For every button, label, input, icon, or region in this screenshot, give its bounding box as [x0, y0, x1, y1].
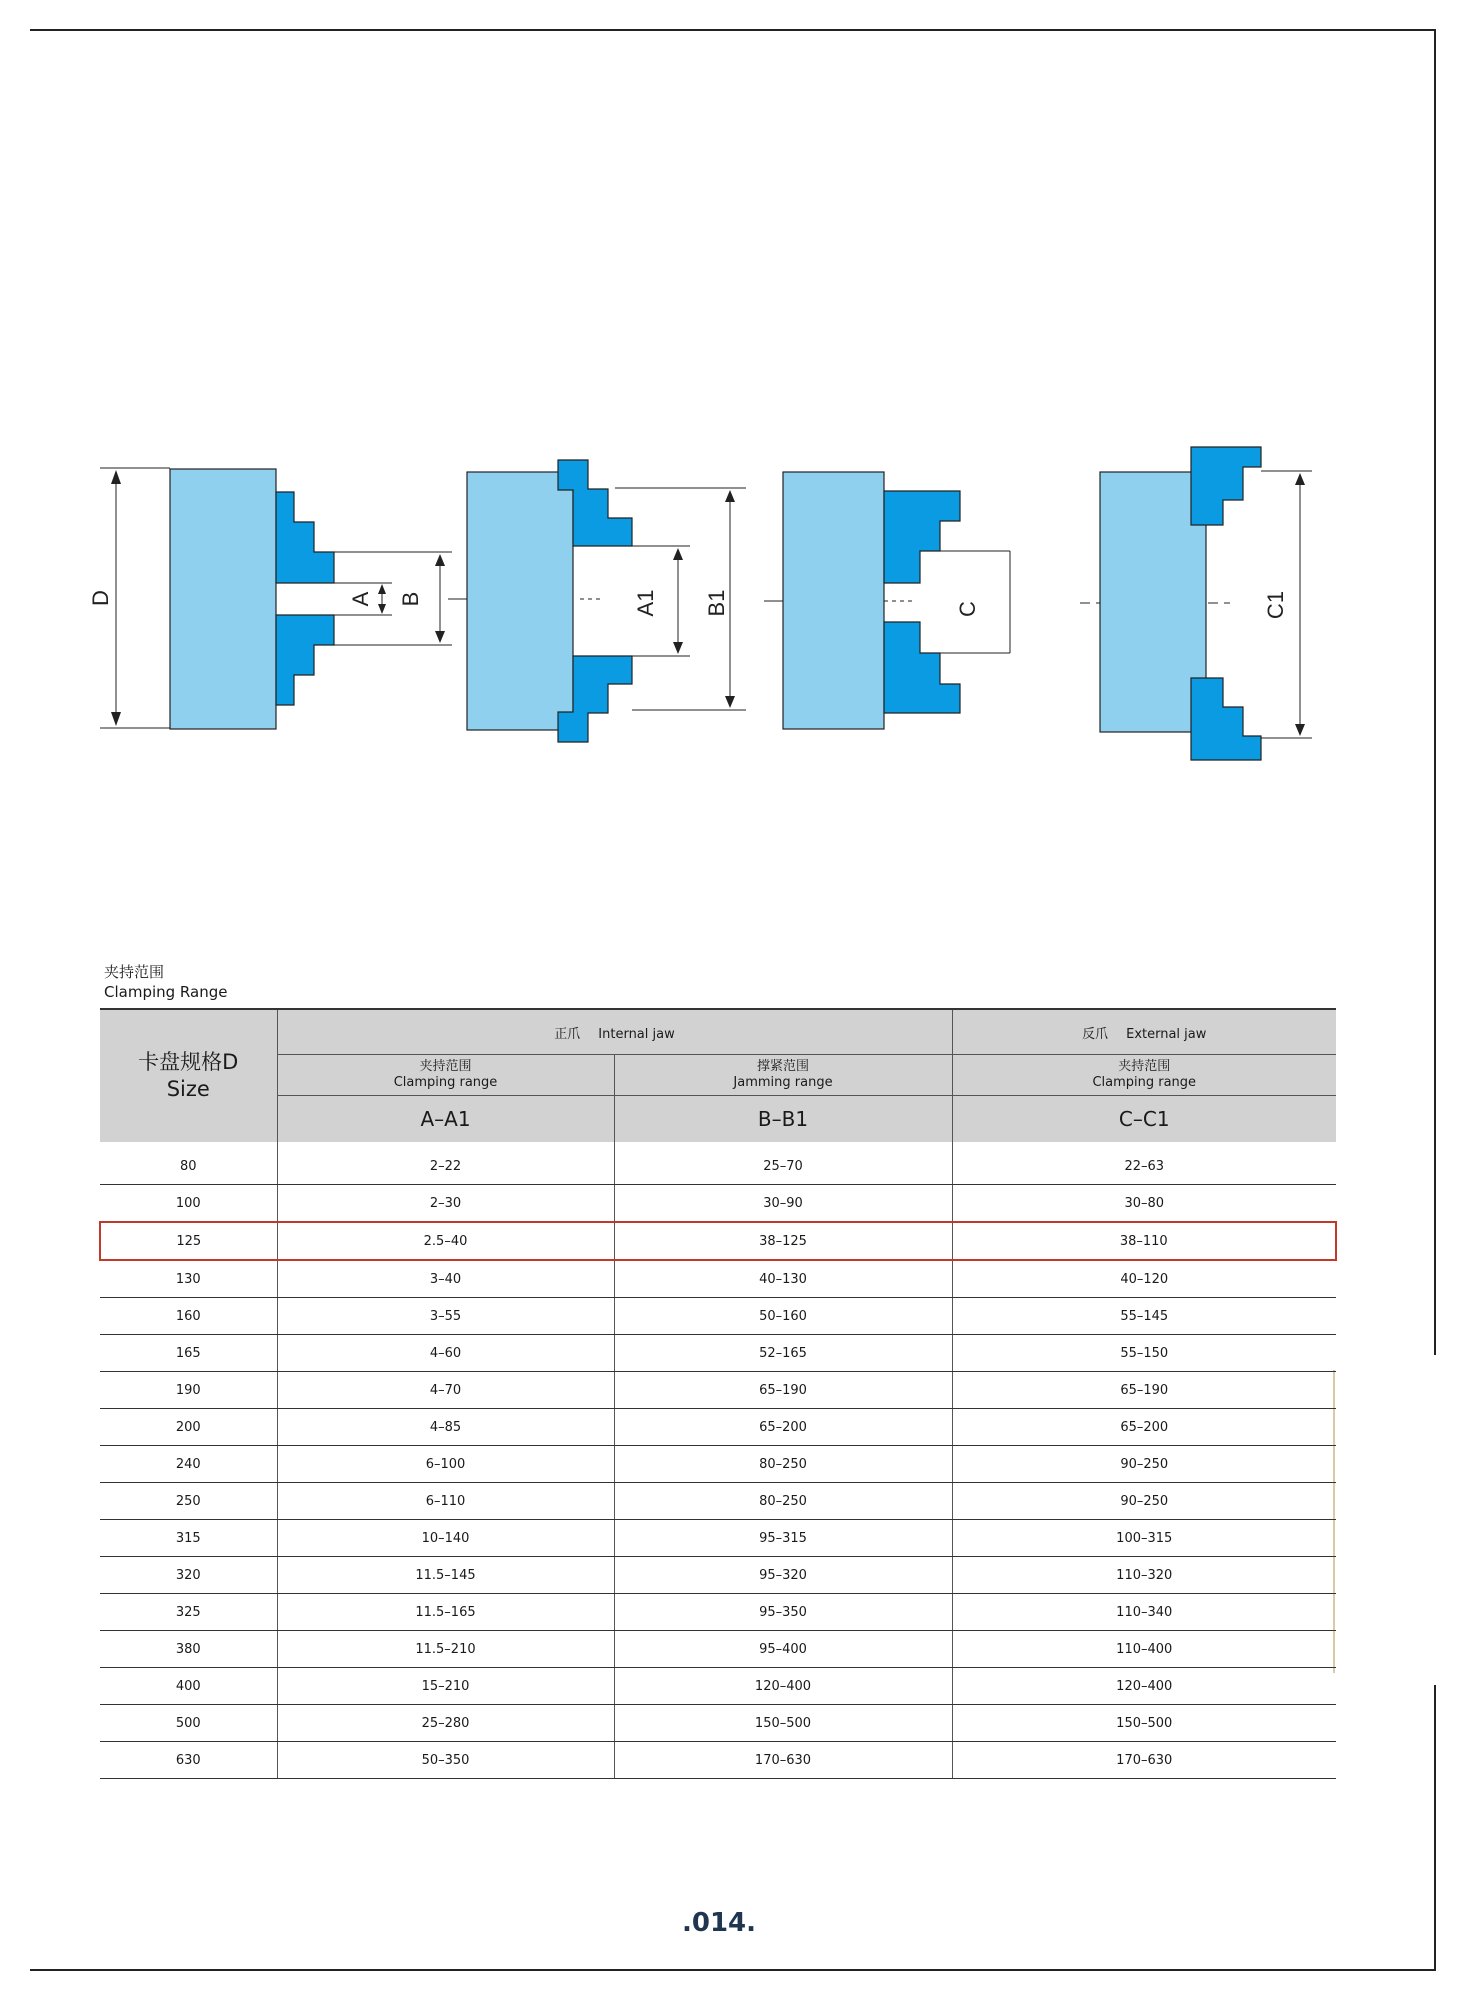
cell-b-b1: 40–130 — [614, 1260, 952, 1298]
chuck-body — [467, 472, 573, 730]
dim-label-a1: A1 — [633, 589, 658, 617]
cell-size: 240 — [100, 1446, 277, 1483]
cell-c-c1: 90–250 — [952, 1446, 1336, 1483]
cell-size: 190 — [100, 1372, 277, 1409]
section-caption-en: Clamping Range — [104, 983, 228, 1001]
cell-a-a1: 4–85 — [277, 1409, 614, 1446]
cell-a-a1: 6–110 — [277, 1483, 614, 1520]
cell-b-b1: 120–400 — [614, 1668, 952, 1705]
header-internal-jaw: 正爪 Internal jaw — [277, 1009, 952, 1055]
header-clamping-range: 夹持范围 Clamping range — [277, 1055, 614, 1096]
header-col-b: B–B1 — [614, 1096, 952, 1143]
cell-a-a1: 3–55 — [277, 1298, 614, 1335]
cell-b-b1: 30–90 — [614, 1185, 952, 1223]
cell-a-a1: 2–22 — [277, 1142, 614, 1185]
cell-size: 380 — [100, 1631, 277, 1668]
cell-size: 125 — [100, 1222, 277, 1260]
cell-c-c1: 40–120 — [952, 1260, 1336, 1298]
figure-external-jaw — [1080, 447, 1312, 760]
cell-b-b1: 25–70 — [614, 1142, 952, 1185]
table-row — [100, 1742, 1336, 1779]
cell-size: 500 — [100, 1705, 277, 1742]
section-caption-cn: 夹持范围 — [104, 963, 165, 981]
cell-c-c1: 110–400 — [952, 1631, 1336, 1668]
cell-a-a1: 11.5–165 — [277, 1594, 614, 1631]
dim-label-c1: C1 — [1263, 590, 1288, 620]
cell-c-c1: 65–200 — [952, 1409, 1336, 1446]
cell-size: 325 — [100, 1594, 277, 1631]
cell-c-c1: 100–315 — [952, 1520, 1336, 1557]
cell-c-c1: 65–190 — [952, 1372, 1336, 1409]
cell-a-a1: 2–30 — [277, 1185, 614, 1223]
table-row — [100, 1668, 1336, 1705]
cell-size: 630 — [100, 1742, 277, 1779]
cell-c-c1: 110–340 — [952, 1594, 1336, 1631]
table-row — [100, 1335, 1336, 1372]
cell-size: 165 — [100, 1335, 277, 1372]
cell-a-a1: 11.5–210 — [277, 1631, 614, 1668]
table-row — [100, 1594, 1336, 1631]
table-row — [100, 1520, 1336, 1557]
cell-b-b1: 170–630 — [614, 1742, 952, 1779]
cell-a-a1: 11.5–145 — [277, 1557, 614, 1594]
header-jamming-range: 撑紧范围 Jamming range — [614, 1055, 952, 1096]
cell-a-a1: 2.5–40 — [277, 1222, 614, 1260]
cell-a-a1: 25–280 — [277, 1705, 614, 1742]
header-size — [100, 1009, 277, 1142]
cell-size: 160 — [100, 1298, 277, 1335]
cell-b-b1: 95–315 — [614, 1520, 952, 1557]
jaw-upper — [1191, 447, 1261, 525]
cell-size: 250 — [100, 1483, 277, 1520]
figure-external-clamping — [764, 472, 1010, 729]
chuck-body — [1100, 472, 1206, 732]
table-row — [100, 1185, 1336, 1223]
cell-c-c1: 170–630 — [952, 1742, 1336, 1779]
cell-b-b1: 80–250 — [614, 1446, 952, 1483]
cell-a-a1: 50–350 — [277, 1742, 614, 1779]
cell-b-b1: 95–320 — [614, 1557, 952, 1594]
cell-b-b1: 52–165 — [614, 1335, 952, 1372]
jaw-upper — [884, 491, 960, 583]
figure-internal-clamping — [88, 468, 452, 729]
jaw-lower — [276, 615, 334, 705]
cell-b-b1: 80–250 — [614, 1483, 952, 1520]
table-row — [100, 1557, 1336, 1594]
table-row — [100, 1260, 1336, 1298]
table-row — [100, 1409, 1336, 1446]
cell-b-b1: 38–125 — [614, 1222, 952, 1260]
cell-b-b1: 95–400 — [614, 1631, 952, 1668]
header-size-en: Size — [166, 1077, 210, 1101]
cell-b-b1: 65–200 — [614, 1409, 952, 1446]
chuck-body — [783, 472, 884, 729]
cell-a-a1: 6–100 — [277, 1446, 614, 1483]
cell-b-b1: 65–190 — [614, 1372, 952, 1409]
cell-size: 130 — [100, 1260, 277, 1298]
chuck-jaw-diagram — [88, 447, 1312, 760]
cell-a-a1: 15–210 — [277, 1668, 614, 1705]
table-row-highlighted — [100, 1222, 1336, 1260]
cell-b-b1: 150–500 — [614, 1705, 952, 1742]
cell-c-c1: 90–250 — [952, 1483, 1336, 1520]
table-row — [100, 1446, 1336, 1483]
cell-c-c1: 30–80 — [952, 1185, 1336, 1223]
cell-a-a1: 3–40 — [277, 1260, 614, 1298]
table-row — [100, 1298, 1336, 1335]
dim-label-c: C — [955, 601, 980, 617]
clamping-range-table — [99, 1008, 1337, 1779]
jaw-lower — [1191, 678, 1261, 760]
dim-label-b: B — [398, 591, 423, 607]
cell-c-c1: 38–110 — [952, 1222, 1336, 1260]
figure-internal-jamming — [448, 460, 746, 742]
cell-size: 100 — [100, 1185, 277, 1223]
table-row — [100, 1705, 1336, 1742]
cell-c-c1: 55–150 — [952, 1335, 1336, 1372]
page-number: .014. — [681, 1908, 757, 1938]
jaw-upper — [276, 492, 334, 583]
cell-size: 315 — [100, 1520, 277, 1557]
table-row — [100, 1372, 1336, 1409]
cell-b-b1: 95–350 — [614, 1594, 952, 1631]
cell-c-c1: 150–500 — [952, 1705, 1336, 1742]
header-size-cn: 卡盘规格D — [138, 1050, 239, 1074]
cell-size: 80 — [100, 1142, 277, 1185]
cell-a-a1: 10–140 — [277, 1520, 614, 1557]
dim-label-a: A — [348, 591, 373, 607]
jaw-lower — [884, 622, 960, 713]
table-row — [100, 1483, 1336, 1520]
cell-size: 400 — [100, 1668, 277, 1705]
header-external-jaw: 反爪 External jaw — [952, 1009, 1336, 1055]
cell-c-c1: 110–320 — [952, 1557, 1336, 1594]
header-col-a: A–A1 — [277, 1096, 614, 1143]
table-row — [100, 1631, 1336, 1668]
cell-c-c1: 120–400 — [952, 1668, 1336, 1705]
cell-size: 200 — [100, 1409, 277, 1446]
cell-c-c1: 22–63 — [952, 1142, 1336, 1185]
cell-a-a1: 4–70 — [277, 1372, 614, 1409]
header-external-clamping-range: 夹持范围 Clamping range — [952, 1055, 1336, 1096]
cell-c-c1: 55–145 — [952, 1298, 1336, 1335]
header-col-c: C–C1 — [952, 1096, 1336, 1143]
cell-b-b1: 50–160 — [614, 1298, 952, 1335]
cell-size: 320 — [100, 1557, 277, 1594]
cell-a-a1: 4–60 — [277, 1335, 614, 1372]
dim-label-b1: B1 — [704, 589, 729, 617]
chuck-body — [170, 469, 276, 729]
table-row — [100, 1142, 1336, 1185]
dim-label-d: D — [88, 590, 113, 606]
